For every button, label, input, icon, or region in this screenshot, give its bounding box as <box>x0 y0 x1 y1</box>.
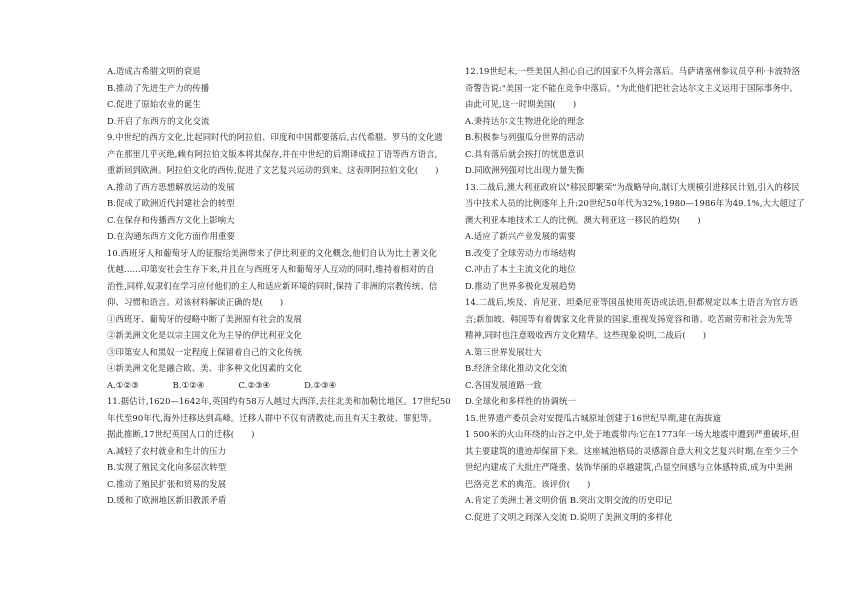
text-line: D.推动了世界多极化发展趋势 <box>465 280 576 291</box>
text-line: 巴洛克艺术的典范。该评价( ) <box>465 478 591 489</box>
text-line: 10.西班牙人和葡萄牙人的征服给美洲带来了伊比利亚的文化概念,他们自认为比土著文化 <box>107 247 437 258</box>
text-line: 治性,同样,奴隶们在学习应付他们的主人和适应新环境的同时,保持了非洲的宗教传统、信 <box>107 280 438 291</box>
right-column <box>465 63 820 525</box>
text-line: 其主要建筑的遗迹却保留下来。这座城池格局的灵感源自意大利文艺复兴时期,在至少三个 <box>465 445 799 456</box>
text-line: D.开启了东西方的文化交流 <box>107 115 210 126</box>
text-line: A.减轻了农村就业和生计的压力 <box>107 445 227 456</box>
text-line: 年代至90年代,海外迁移达到高峰。迁移人群中不仅有清教徒,而且有天主教徒、罪犯等。 <box>107 412 437 423</box>
text-line: A.推动了西方思想解放运动的发展 <box>107 181 235 192</box>
text-line: ①西班牙、葡萄牙的侵略中断了美洲原有社会的发展 <box>107 313 302 324</box>
text-line: A.秉持达尔文生物进化论的理念 <box>465 115 585 126</box>
text-line: A.第三世界发展壮大 <box>465 346 542 357</box>
text-line: 14.二战后,埃及、肯尼亚、坦桑尼亚等国虽使用英语或法语,但都规定以本土语言为官方语 <box>465 297 798 307</box>
text-line: C.具有落后就会挨打的忧患意识 <box>465 148 585 159</box>
text-line: D.在沟通东西方文化方面作用重要 <box>107 231 235 241</box>
text-line: ③印第安人和黑奴一定程度上保留着自己的文化传统 <box>107 346 302 357</box>
text-line: D.全球化和多样性的协调统一 <box>465 396 576 406</box>
text-line: 言;新加坡、韩国等有着儒家文化背景的国家,重视发扬宽容和谐、吃苦耐劳和社会为先等 <box>465 313 793 324</box>
text-line: C.在保存和传播西方文化上影响大 <box>107 214 235 225</box>
text-line: 据此推断,17世纪英国人口的迁移( ) <box>107 429 255 439</box>
text-line: C.冲击了本土主流文化的地位 <box>465 264 576 274</box>
text-line: 12.19世纪末,一些美国人担心自己的国家不久将会落后。马萨诸塞州参议员亨利·卡波特洛 <box>465 66 801 76</box>
text-line: C.促进了文明之间深入交流 D.说明了美洲文明的多样化 <box>465 511 673 522</box>
text-line: 世纪内建成了大批庄严隆重、装饰华丽的卓越建筑,凸显空间感与立体感特质,成为中美洲 <box>465 462 793 472</box>
left-column <box>107 63 459 509</box>
text-line: ④新美洲文化是融合欧、美、非多种文化因素的文化 <box>107 363 302 373</box>
text-line: D.缓和了欧洲地区新旧教派矛盾 <box>107 495 227 505</box>
text-line: C.各国发展道路一致 <box>465 379 542 390</box>
text-line: C.推动了殖民扩张和贸易的发展 <box>107 478 227 489</box>
text-line: 产在那里几乎灭绝,赖有阿拉伯文版本将其保存,并在中世纪的后期译成拉丁语等西方语言, <box>107 148 438 159</box>
text-line: B.积极参与列强瓜分世界的活动 <box>465 132 585 142</box>
text-line: 优越……印第安社会生存下来,并且在与西班牙人和葡萄牙人互动的同时,维持着相对的自 <box>107 264 435 274</box>
text-line: 1 500米的火山环绕的山谷之中,处于地震带内:它在1773年一场大地震中遭到严重破坏,但 <box>465 429 800 439</box>
text-line: B.促成了欧洲近代封建社会的转型 <box>107 198 235 208</box>
text-line: 当中技术人员的比例逐年上升:20世纪50年代为32%,1980—1986年为49.1%,大大超过了 <box>465 198 805 208</box>
text-line: ②新美洲文化是以宗主国文化为主导的伊比利亚文化 <box>107 330 302 340</box>
text-line: B.改变了全球劳动力市场结构 <box>465 247 576 258</box>
text-line: A.肯定了美洲土著文明价值 B.突出文明交流的历史印记 <box>465 495 673 505</box>
text-line: 澳大利亚本地技术工人的比例。澳大利亚这一移民的趋势( ) <box>465 214 701 225</box>
text-line: 精神,同时也注意吸收西方文化精华。这些现象说明,二战后( ) <box>465 330 707 340</box>
text-line: 11.据估计,1620—1642年,英国约有58万人越过大西洋,去往北美和加勒比地区。17世纪50 <box>107 396 451 406</box>
text-line: C.促进了原始农业的诞生 <box>107 99 201 109</box>
text-line: 奇警告说:"美国一定不能在竞争中落后。"为此他们把社会达尔文主义运用于国际事务中。 <box>465 82 798 93</box>
text-line: B.实现了殖民文化向多层次转型 <box>107 462 227 472</box>
text-line: 重新回到欧洲。阿拉伯文化的西传,促进了文艺复兴运动的到来。这表明阿拉伯文化( ) <box>107 165 439 175</box>
text-line: A.造成古希腊文明的衰退 <box>107 66 201 76</box>
text-line: 15.世界遗产委员会对安提瓜古城原址创建于16世纪早期,建在海拔逾 <box>465 412 722 423</box>
text-line: D.同欧洲列强对比出现力量失衡 <box>465 165 585 175</box>
text-line: B.推动了先进生产力的传播 <box>107 82 210 93</box>
text-line: 13.二战后,澳大利亚政府以"移民即繁荣"为战略导向,制订大规模引进移民计划,引入的移民 <box>465 181 800 192</box>
text-line: A.适应了新兴产业发展的需要 <box>465 231 576 241</box>
text-line: 仰、习惯和语言。对该材料解读正确的是( ) <box>107 297 284 307</box>
text-line: A.①②③ B.①②④ C.②③④ D.①③④ <box>107 379 337 390</box>
text-line: B.经济全球化推动文化交流 <box>465 363 568 373</box>
text-line: 9.中世纪的西方文化,比起同时代的阿拉伯、印度和中国都要落后,古代希腊、罗马的文化遗 <box>107 132 443 142</box>
text-line: 由此可见,这一时期美国( ) <box>465 99 577 109</box>
